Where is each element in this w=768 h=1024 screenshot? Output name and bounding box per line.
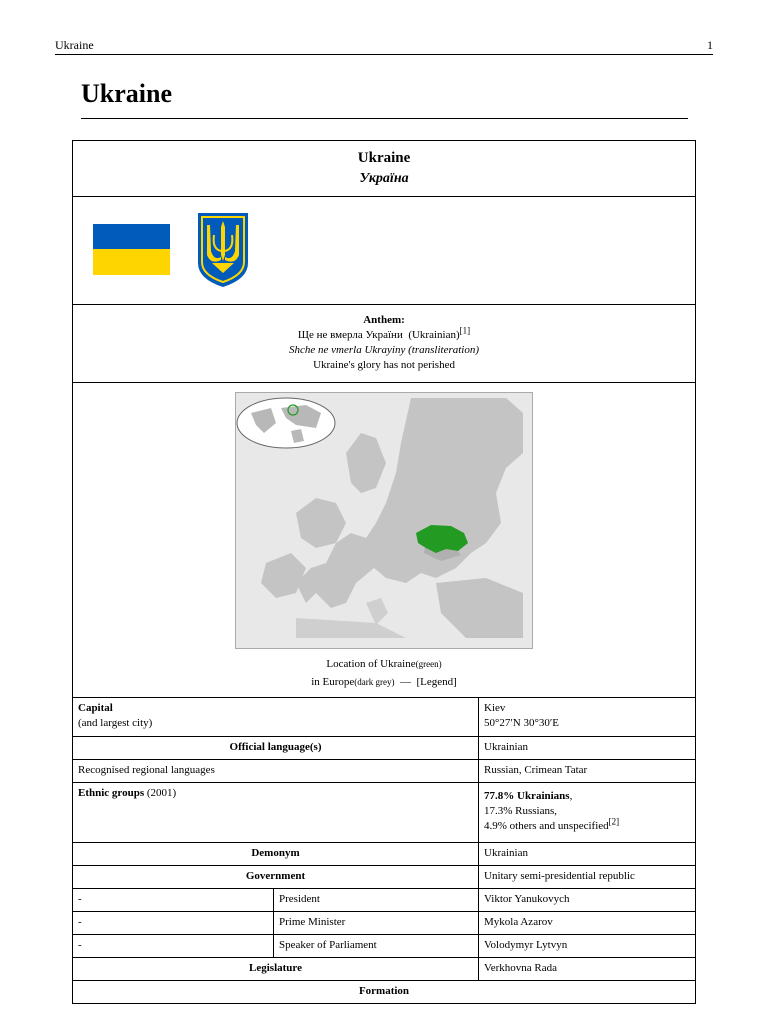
leader-title: President — [274, 889, 479, 912]
map-cell — [73, 383, 696, 698]
formation-label: Formation — [73, 981, 696, 1004]
leader-row — [73, 912, 696, 935]
capital-sub: (and largest city) — [78, 717, 153, 729]
running-header — [55, 37, 713, 55]
infobox-name: Ukraine — [357, 150, 411, 166]
ethnic-group-russians: 17.3% Russians, — [484, 805, 558, 817]
demonym-label: Demonym — [73, 843, 479, 866]
capital-label: Capital — [78, 702, 113, 714]
anthem-cell — [73, 305, 696, 383]
anthem-translit-note: (transliteration) — [408, 344, 480, 356]
infobox — [72, 140, 696, 1004]
title-rule — [81, 118, 688, 119]
anthem-lang: (Ukrainian) — [408, 329, 460, 341]
leader-row — [73, 935, 696, 958]
ethnic-groups-value-cell — [479, 783, 696, 843]
symbols-cell — [73, 197, 696, 305]
map-caption-dash: — — [400, 676, 412, 688]
map-caption-line2: in Europe — [311, 676, 355, 688]
anthem-native: Ще не вмерла України — [297, 329, 403, 341]
map-caption-prefix: Location of Ukraine — [326, 658, 416, 670]
leader-title: Speaker of Parliament — [274, 935, 479, 958]
infobox-header — [73, 141, 696, 197]
ethnic-groups-year: (2001) — [146, 787, 177, 799]
leader-name: Mykola Azarov — [479, 912, 696, 935]
capital-value-cell — [479, 698, 696, 737]
capital-coords[interactable]: 50°27′N 30°30′E — [484, 717, 560, 729]
capital-label-cell — [73, 698, 479, 737]
demonym-value: Ukrainian — [479, 843, 696, 866]
legislature-label: Legislature — [73, 958, 479, 981]
leader-dash: - — [73, 935, 274, 958]
ethnic-group-ukrainians: 77.8% Ukrainians — [484, 790, 570, 802]
flag-image[interactable] — [93, 224, 170, 275]
anthem-transliteration: Shche ne vmerla Ukrayiny — [289, 344, 406, 356]
legislature-value: Verkhovna Rada — [479, 958, 696, 981]
ethnic-group-others: 4.9% others and unspecified — [484, 820, 609, 832]
government-value: Unitary semi-presidential republic — [479, 866, 696, 889]
leader-name: Viktor Yanukovych — [479, 889, 696, 912]
page-title: Ukraine — [81, 79, 172, 108]
regional-languages-label: Recognised regional languages — [73, 760, 479, 783]
leader-dash: - — [73, 912, 274, 935]
ethnic-groups-label-cell — [73, 783, 479, 843]
anthem-translation: Ukraine's glory has not perished — [313, 359, 455, 371]
anthem-ref[interactable]: [1] — [459, 325, 471, 336]
official-language-label: Official language(s) — [73, 737, 479, 760]
leader-row — [73, 889, 696, 912]
coat-of-arms-image[interactable] — [196, 211, 250, 289]
running-header-title: Ukraine — [55, 38, 94, 52]
leader-name: Volodymyr Lytvyn — [479, 935, 696, 958]
leader-title: Prime Minister — [274, 912, 479, 935]
government-label: Government — [73, 866, 479, 889]
anthem-label: Anthem: — [363, 314, 405, 326]
legend-link[interactable]: [Legend] — [416, 676, 457, 688]
regional-languages-value: Russian, Crimean Tatar — [479, 760, 696, 783]
map-caption-green: (green) — [415, 659, 442, 669]
infobox-native-name: Україна — [359, 171, 409, 186]
ethnic-group-ukrainians-comma: , — [569, 790, 573, 802]
ethnic-groups-label: Ethnic groups — [78, 787, 145, 799]
map-caption-dark-grey: (dark grey) — [354, 677, 395, 687]
capital-value[interactable]: Kiev — [484, 702, 506, 714]
official-language-value: Ukrainian — [479, 737, 696, 760]
ethnic-ref[interactable]: [2] — [608, 816, 620, 827]
location-map[interactable] — [235, 392, 533, 649]
leader-dash: - — [73, 889, 274, 912]
page-number: 1 — [707, 38, 713, 52]
